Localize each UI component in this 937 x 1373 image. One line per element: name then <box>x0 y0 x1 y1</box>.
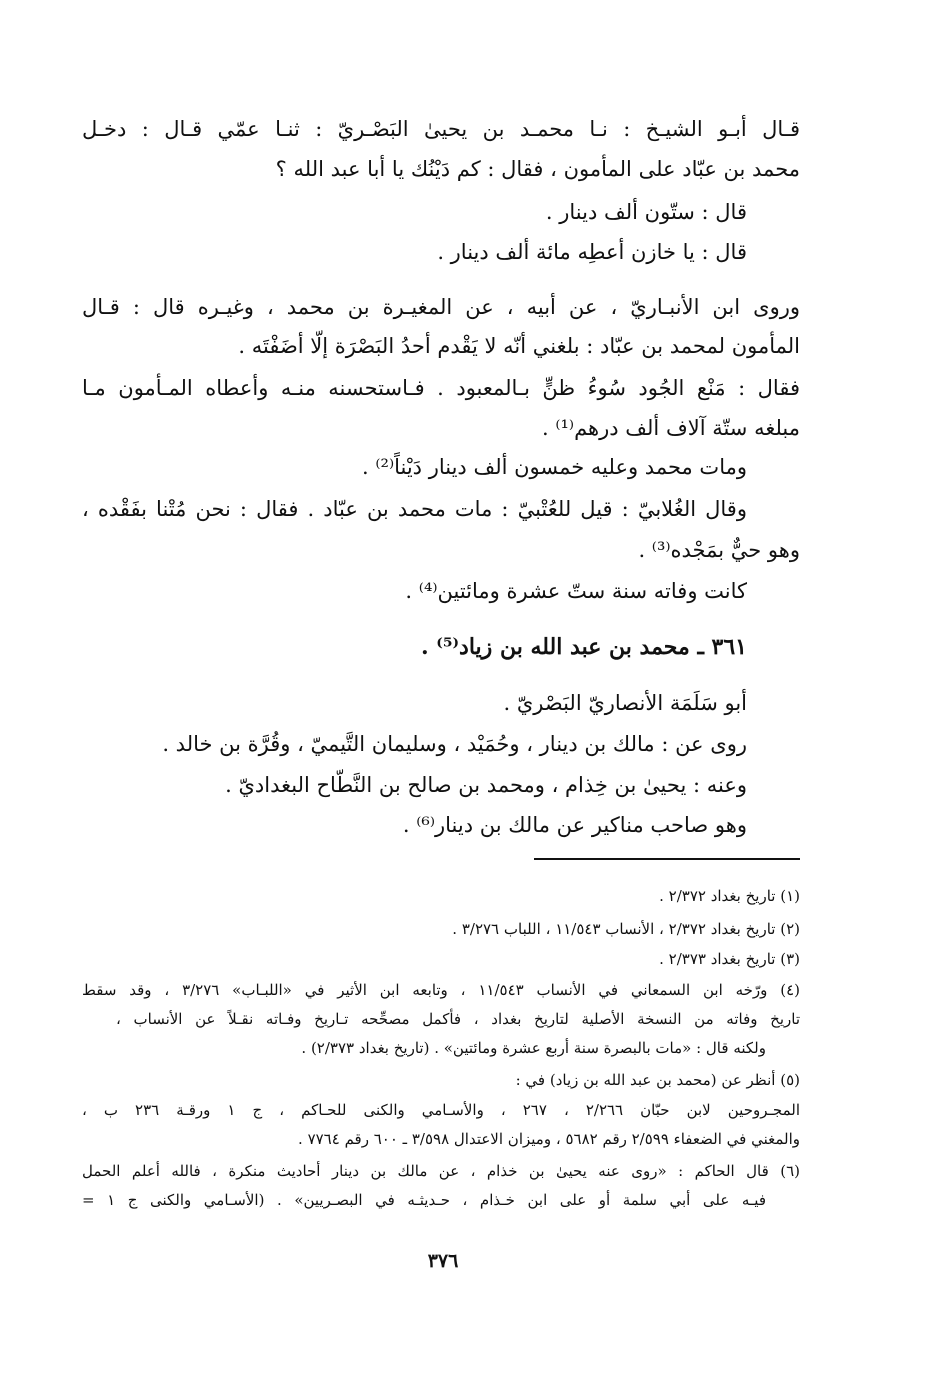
footnote-line: المجـروحين لابن حبّان ٢/٢٦٦ ، ٢٦٧ ، والأسـامي والكنى للحـاكم ، ج ١ ورقـة ٢٣٦ ب ، <box>82 1101 800 1119</box>
body-line: المأمون لمحمد بن عبّاد : بلغني أنّه لا يَقْدم أحدُ البَصْرَة إلّا أضَفْتَه . <box>238 334 800 358</box>
body-line: قـال أبـو الشيـخ : نـا محمـد بن يحيىٰ البَصْـريّ : ثنـا عمّي قـال : دخـل <box>82 117 800 141</box>
body-line: ومات محمد وعليه خمسون ألف دينار دَيْناً⁽²⁾ . <box>362 455 747 479</box>
footnote-line: (٦) قال الحاكم : «روى عنه يحيىٰ بن خذام ، عن مالك بن دينار أحاديث منكرة ، فالله أعلم الحمل <box>82 1162 800 1180</box>
body-line: وقال الغُلابيّ : قيل للعُتْبيّ : مات محمد بن عبّاد . فقال : نحن مُتْنا بفَقْده ، <box>82 497 747 521</box>
entry-line: أبو سَلَمَة الأنصاريّ البَصْريّ . <box>503 691 747 715</box>
page-number: ٣٧٦ <box>427 1250 459 1272</box>
body-line: قال : يا خازن أعطِه مائة ألف دينار . <box>437 240 747 264</box>
body-line: فقال : مَنْع الجُود سُوءُ ظنٍّ بـالمعبود . فـاستحسنه منـه وأعطاه المـأمون مـا <box>82 376 800 400</box>
body-line: محمد بن عبّاد على المأمون ، فقال : كم دَيْنُك يا أبا عبد الله ؟ <box>275 157 800 181</box>
footnote-line: (٢) تاريخ بغداد ٢/٣٧٢ ، الأنساب ١١/٥٤٣ ، اللباب ٣/٢٧٦ . <box>452 920 800 938</box>
footnote-line: (٥) أنظر عن (محمد بن عبد الله بن زياد) في : <box>515 1071 800 1089</box>
footnote-line: فيـه على أبي سلمة أو على ابن خـذام ، حـديثـه في البصـريين» . (الأسـامي والكنى ج ١ = <box>82 1191 766 1209</box>
footnote-line: (٣) تاريخ بغداد ٢/٣٧٣ . <box>659 950 800 968</box>
footnote-line: والمغني في الضعفاء ٢/٥٩٩ رقم ٥٦٨٢ ، وميزان الاعتدال ٣/٥٩٨ ـ ٦٠٠ رقم ٧٧٦٤ . <box>298 1130 800 1148</box>
entry-line: روى عن : مالك بن دينار ، وحُمَيْد ، وسليمان التَّيميّ ، وقُرَّة بن خالد . <box>162 732 747 756</box>
entry-heading: ٣٦١ ـ محمد بن عبد الله بن زياد⁽⁵⁾ . <box>420 634 747 660</box>
body-line: وروى ابن الأنبـاريّ ، عن أبيه ، عن المغيـرة بن محمد ، وغيـره قال : قـال <box>82 295 800 319</box>
entry-line: وهو صاحب مناكير عن مالك بن دينار⁽⁶⁾ . <box>402 813 747 837</box>
footnote-line: (١) تاريخ بغداد ٢/٣٧٢ . <box>659 887 800 905</box>
entry-line: وعنه : يحيىٰ بن خِذام ، ومحمد بن صالح بن النَّطّاح البغداديّ . <box>225 773 747 797</box>
footnote-line: تاريخ وفاته من النسخة الأصلية لتاريخ بغداد ، فأكمل مصحِّحه تـاريخ وفـاته نقـلاً عن الأنساب ، <box>116 1010 800 1028</box>
body-line: مبلغه ستّة آلاف ألف درهم⁽¹⁾ . <box>541 416 800 440</box>
body-line: قال : ستّون ألف دينار . <box>545 200 747 224</box>
body-line: وهو حيٌّ بمَجْده⁽³⁾ . <box>638 538 800 562</box>
footnote-line: (٤) ورّخه ابن السمعاني في الأنساب ١١/٥٤٣ ، وتابعه ابن الأثير في «اللبـاب» ٣/٢٧٦ ، وقد سقط <box>82 981 801 999</box>
footnote-line: ولكنه قال : «مات بالبصرة سنة أربع عشرة ومائتين» . (تاريخ بغداد ٢/٣٧٣) . <box>301 1039 766 1057</box>
body-line: كانت وفاته سنة ستّ عشرة ومائتين⁽⁴⁾ . <box>405 579 747 603</box>
footnote-separator <box>534 858 800 860</box>
